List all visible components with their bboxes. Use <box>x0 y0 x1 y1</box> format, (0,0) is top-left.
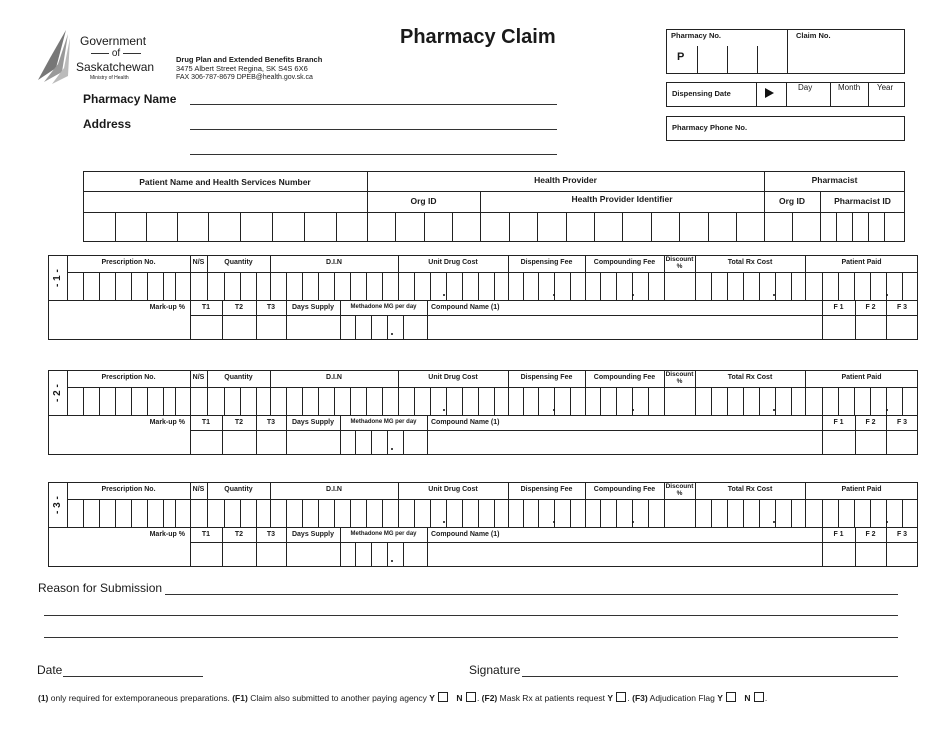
note-f2-text: Mask Rx at patients request <box>499 693 605 703</box>
ns-field[interactable] <box>191 388 207 415</box>
header-f2: F 2 <box>865 531 876 538</box>
provider-digit-cell[interactable] <box>396 213 424 241</box>
ns-field[interactable] <box>191 273 207 300</box>
quantity-field[interactable] <box>208 388 270 415</box>
header-markup: Mark-up % <box>149 419 185 426</box>
compound-name-field[interactable] <box>428 316 822 339</box>
f1-yes-label: Y <box>429 693 435 703</box>
din-field[interactable] <box>271 273 398 300</box>
patient-paid-field[interactable] <box>806 500 917 527</box>
markup-field[interactable] <box>49 316 190 339</box>
provider-digit-cell[interactable] <box>453 213 480 241</box>
arrow-right-icon <box>765 88 774 98</box>
prescription-no-field[interactable] <box>68 500 190 527</box>
ns-field[interactable] <box>191 500 207 527</box>
address-field-2[interactable] <box>190 154 557 155</box>
days-supply-field[interactable] <box>287 431 340 454</box>
header-f1: F 1 <box>833 531 844 538</box>
header-f3: F 3 <box>896 304 908 311</box>
prescription-no-field[interactable] <box>68 388 190 415</box>
methadone-field[interactable] <box>341 431 427 454</box>
f3-field[interactable] <box>887 543 917 566</box>
branch-name: Drug Plan and Extended Benefits Branch <box>176 55 323 64</box>
quantity-field[interactable] <box>208 273 270 300</box>
note-1-text: only required for extemporaneous preparations. <box>50 693 230 703</box>
pharmacy-name-label: Pharmacy Name <box>83 92 177 106</box>
compounding-fee-field[interactable] <box>586 273 664 300</box>
provider-digit-cell[interactable] <box>368 213 395 241</box>
t1-field[interactable] <box>191 316 222 339</box>
header-prescription-no: Prescription No. <box>101 486 156 493</box>
unit-drug-cost-field[interactable] <box>399 273 508 300</box>
address-label: Address <box>83 117 132 131</box>
header-patient-paid: Patient Paid <box>841 259 882 266</box>
total-rx-cost-field[interactable] <box>696 273 805 300</box>
claim-no-label: Claim No. <box>796 31 831 40</box>
unit-drug-cost-field[interactable] <box>399 500 508 527</box>
f2-field[interactable] <box>856 431 886 454</box>
header-unit-drug-cost: Unit Drug Cost <box>428 374 478 381</box>
provider-digit-cell[interactable] <box>709 213 736 241</box>
header-total-rx-cost: Total Rx Cost <box>727 259 773 266</box>
header-t1: T1 <box>201 419 211 426</box>
provider-digit-cell[interactable] <box>652 213 679 241</box>
methadone-field[interactable] <box>341 316 427 339</box>
block-number-tag: - 3 - <box>52 496 63 514</box>
discount-field[interactable] <box>665 273 695 300</box>
logo-saskatchewan: Saskatchewan <box>76 60 155 74</box>
f3-yes-label: Y <box>717 693 723 703</box>
compounding-fee-field[interactable] <box>586 388 664 415</box>
header-discount-pct: % <box>676 263 683 270</box>
provider-digit-cell[interactable] <box>793 213 820 241</box>
note-1-marker: (1) <box>38 693 49 703</box>
header-f3: F 3 <box>896 531 908 538</box>
header-dispensing-fee: Dispensing Fee <box>520 374 573 381</box>
provider-digit-cell[interactable] <box>116 213 146 241</box>
t1-field[interactable] <box>191 431 222 454</box>
f3-field[interactable] <box>887 431 917 454</box>
branch-address: 3475 Albert Street Regina, SK S4S 6X6 <box>176 64 308 73</box>
government-logo <box>36 28 158 84</box>
header-total-rx-cost: Total Rx Cost <box>727 374 773 381</box>
header-dispensing-fee: Dispensing Fee <box>520 486 573 493</box>
logo-ministry: Ministry of Health <box>90 75 129 81</box>
header-f2: F 2 <box>865 419 876 426</box>
day-field[interactable] <box>788 93 829 106</box>
f1-no-label: N <box>456 693 463 703</box>
total-rx-cost-field[interactable] <box>696 388 805 415</box>
header-din: D.I.N <box>326 259 342 266</box>
note-f2-marker: (F2) <box>481 693 498 703</box>
header-markup: Mark-up % <box>149 304 185 311</box>
header-t2: T2 <box>234 419 244 426</box>
footnote: (1) only required for extemporaneous preparations. (F1) Claim also submitted to another paying agency Y N . (F2) Mask Rx at patients request Y . (F3) Adjudication Flag Y N . <box>38 693 768 703</box>
header-discount: Discount <box>665 256 694 263</box>
pharmacist-org-id-label: Org ID <box>779 196 805 206</box>
pharmacy-no-prefix: P <box>677 51 685 63</box>
header-ns: N/S <box>192 259 205 266</box>
health-provider-header: Health Provider <box>534 175 597 185</box>
logo-of-text: of <box>111 48 121 59</box>
logo-mark-icon <box>36 28 80 84</box>
provider-digit-cell[interactable] <box>680 213 708 241</box>
f2-yes-checkbox[interactable] <box>616 692 626 702</box>
provider-digit-cell[interactable] <box>84 213 115 241</box>
note-f1-text: Claim also submitted to another paying agency <box>250 693 427 703</box>
header-t2: T2 <box>234 531 244 538</box>
header-discount-pct: % <box>676 490 683 497</box>
reason-field-1[interactable] <box>165 594 898 595</box>
total-rx-cost-field[interactable] <box>696 500 805 527</box>
header-compounding-fee: Compounding Fee <box>593 259 656 266</box>
header-din: D.I.N <box>326 374 342 381</box>
header-compounding-fee: Compounding Fee <box>593 374 656 381</box>
patient-paid-field[interactable] <box>806 273 917 300</box>
provider-digit-cell[interactable] <box>481 213 509 241</box>
dispensing-fee-field[interactable] <box>509 388 585 415</box>
header-quantity: Quantity <box>224 259 253 266</box>
t3-field[interactable] <box>257 431 286 454</box>
markup-field[interactable] <box>49 543 190 566</box>
provider-digit-cell[interactable] <box>538 213 566 241</box>
reason-field-2[interactable] <box>44 615 898 616</box>
provider-digit-cell[interactable] <box>425 213 452 241</box>
header-patient-paid: Patient Paid <box>841 486 882 493</box>
header-t1: T1 <box>201 304 211 311</box>
t2-field[interactable] <box>223 316 256 339</box>
header-compound-name: Compound Name (1) <box>431 531 500 538</box>
unit-drug-cost-field[interactable] <box>399 388 508 415</box>
header-days-supply: Days Supply <box>291 531 334 538</box>
provider-digit-cell[interactable] <box>273 213 304 241</box>
pharmacy-no-field[interactable] <box>668 46 786 73</box>
header-f2: F 2 <box>865 304 876 311</box>
header-f1: F 1 <box>833 304 844 311</box>
t2-field[interactable] <box>223 543 256 566</box>
provider-digit-cell[interactable] <box>209 213 240 241</box>
header-discount: Discount <box>665 483 694 490</box>
f1-yes-checkbox[interactable] <box>438 692 448 702</box>
header-methadone: Methadone MG per day <box>350 419 417 425</box>
t1-field[interactable] <box>191 543 222 566</box>
header-prescription-no: Prescription No. <box>101 374 156 381</box>
f1-no-checkbox[interactable] <box>466 692 476 702</box>
discount-field[interactable] <box>665 388 695 415</box>
reason-label: Reason for Submission <box>38 581 163 595</box>
provider-digit-cell[interactable] <box>837 213 852 241</box>
compounding-fee-field[interactable] <box>586 500 664 527</box>
f1-field[interactable] <box>823 543 855 566</box>
patient-header: Patient Name and Health Services Number <box>139 177 311 187</box>
header-dispensing-fee: Dispensing Fee <box>520 259 573 266</box>
header-days-supply: Days Supply <box>291 419 334 426</box>
reason-field-3[interactable] <box>44 637 898 638</box>
provider-digit-cell[interactable] <box>869 213 884 241</box>
header-discount-pct: % <box>676 378 683 385</box>
note-f3-text: Adjudication Flag <box>649 693 715 703</box>
provider-digit-cell[interactable] <box>241 213 272 241</box>
header-compounding-fee: Compounding Fee <box>593 486 656 493</box>
pharmacy-phone-label: Pharmacy Phone No. <box>672 123 748 132</box>
provider-digit-cell[interactable] <box>885 213 905 241</box>
header-methadone: Methadone MG per day <box>350 531 417 537</box>
header-discount: Discount <box>665 371 694 378</box>
header-methadone: Methadone MG per day <box>350 304 417 310</box>
header-quantity: Quantity <box>224 374 253 381</box>
provider-digit-cell[interactable] <box>510 213 537 241</box>
f1-field[interactable] <box>823 431 855 454</box>
note-f3-marker: (F3) <box>632 693 648 703</box>
header-unit-drug-cost: Unit Drug Cost <box>428 259 478 266</box>
header-t2: T2 <box>234 304 244 311</box>
header-ns: N/S <box>192 374 205 381</box>
header-t1: T1 <box>201 531 211 538</box>
provider-digit-cell[interactable] <box>147 213 177 241</box>
markup-field[interactable] <box>49 431 190 454</box>
provider-digit-cell[interactable] <box>337 213 367 241</box>
header-compound-name: Compound Name (1) <box>431 419 500 426</box>
provider-digit-cell[interactable] <box>178 213 208 241</box>
compound-name-field[interactable] <box>428 543 822 566</box>
header-prescription-no: Prescription No. <box>101 259 156 266</box>
patient-name-field[interactable] <box>85 193 366 211</box>
branch-contact: FAX 306-787-8679 DPEB@health.gov.sk.ca <box>176 74 313 81</box>
t2-field[interactable] <box>223 431 256 454</box>
date-field[interactable] <box>63 676 203 677</box>
provider-digit-cell[interactable] <box>821 213 836 241</box>
header-din: D.I.N <box>326 486 342 493</box>
month-field[interactable] <box>832 93 867 106</box>
year-field[interactable] <box>870 93 904 106</box>
days-supply-field[interactable] <box>287 316 340 339</box>
dispensing-date-label: Dispensing Date <box>672 89 731 98</box>
provider-digit-cell[interactable] <box>765 213 792 241</box>
provider-digit-cell[interactable] <box>567 213 594 241</box>
header-quantity: Quantity <box>224 486 253 493</box>
signature-label: Signature <box>469 663 521 677</box>
block-number-tag: - 1 - <box>52 269 63 287</box>
prescription-no-field[interactable] <box>68 273 190 300</box>
f2-field[interactable] <box>856 543 886 566</box>
f2-field[interactable] <box>856 316 886 339</box>
provider-digit-cell[interactable] <box>595 213 622 241</box>
f2-yes-label: Y <box>607 693 614 703</box>
date-label: Date <box>37 663 63 677</box>
provider-digit-cell[interactable] <box>853 213 868 241</box>
provider-digit-cell[interactable] <box>737 213 764 241</box>
t3-field[interactable] <box>257 543 286 566</box>
dispensing-fee-field[interactable] <box>509 500 585 527</box>
methadone-field[interactable] <box>341 543 427 566</box>
din-field[interactable] <box>271 388 398 415</box>
days-supply-field[interactable] <box>287 543 340 566</box>
header-unit-drug-cost: Unit Drug Cost <box>428 486 478 493</box>
header-patient-paid: Patient Paid <box>841 374 882 381</box>
f3-no-checkbox[interactable] <box>754 692 764 702</box>
hp-identifier-label: Health Provider Identifier <box>571 194 673 204</box>
header-t3: T3 <box>266 531 276 538</box>
address-field-1[interactable] <box>190 129 557 130</box>
f3-yes-checkbox[interactable] <box>726 692 736 702</box>
logo-of <box>78 48 154 59</box>
din-field[interactable] <box>271 500 398 527</box>
header-markup: Mark-up % <box>149 531 185 538</box>
pharmacy-name-field[interactable] <box>190 104 557 105</box>
header-total-rx-cost: Total Rx Cost <box>727 486 773 493</box>
discount-field[interactable] <box>665 500 695 527</box>
pharmacist-header: Pharmacist <box>811 175 858 185</box>
pharmacy-no-label: Pharmacy No. <box>671 31 722 40</box>
year-label: Year <box>877 83 894 92</box>
page-title: Pharmacy Claim <box>400 26 556 48</box>
dispensing-fee-field[interactable] <box>509 273 585 300</box>
patient-paid-field[interactable] <box>806 388 917 415</box>
compound-name-field[interactable] <box>428 431 822 454</box>
header-compound-name: Compound Name (1) <box>431 304 500 311</box>
month-label: Month <box>838 83 861 92</box>
f3-no-label: N <box>744 693 751 703</box>
quantity-field[interactable] <box>208 500 270 527</box>
signature-field[interactable] <box>522 676 898 677</box>
day-label: Day <box>798 83 813 92</box>
note-f1-marker: (F1) <box>232 693 248 703</box>
logo-government: Government <box>80 34 147 48</box>
header-t3: T3 <box>266 419 276 426</box>
pharmacist-id-label: Pharmacist ID <box>834 196 891 206</box>
block-number-tag: - 2 - <box>52 384 63 402</box>
provider-digit-cell[interactable] <box>623 213 651 241</box>
f3-field[interactable] <box>887 316 917 339</box>
org-id-label: Org ID <box>410 196 437 206</box>
t3-field[interactable] <box>257 316 286 339</box>
header-days-supply: Days Supply <box>291 304 334 311</box>
header-f1: F 1 <box>833 419 844 426</box>
header-ns: N/S <box>192 486 205 493</box>
f1-field[interactable] <box>823 316 855 339</box>
header-t3: T3 <box>266 304 276 311</box>
header-f3: F 3 <box>896 419 908 426</box>
claim-no-field[interactable] <box>789 40 903 73</box>
provider-digit-cell[interactable] <box>305 213 336 241</box>
